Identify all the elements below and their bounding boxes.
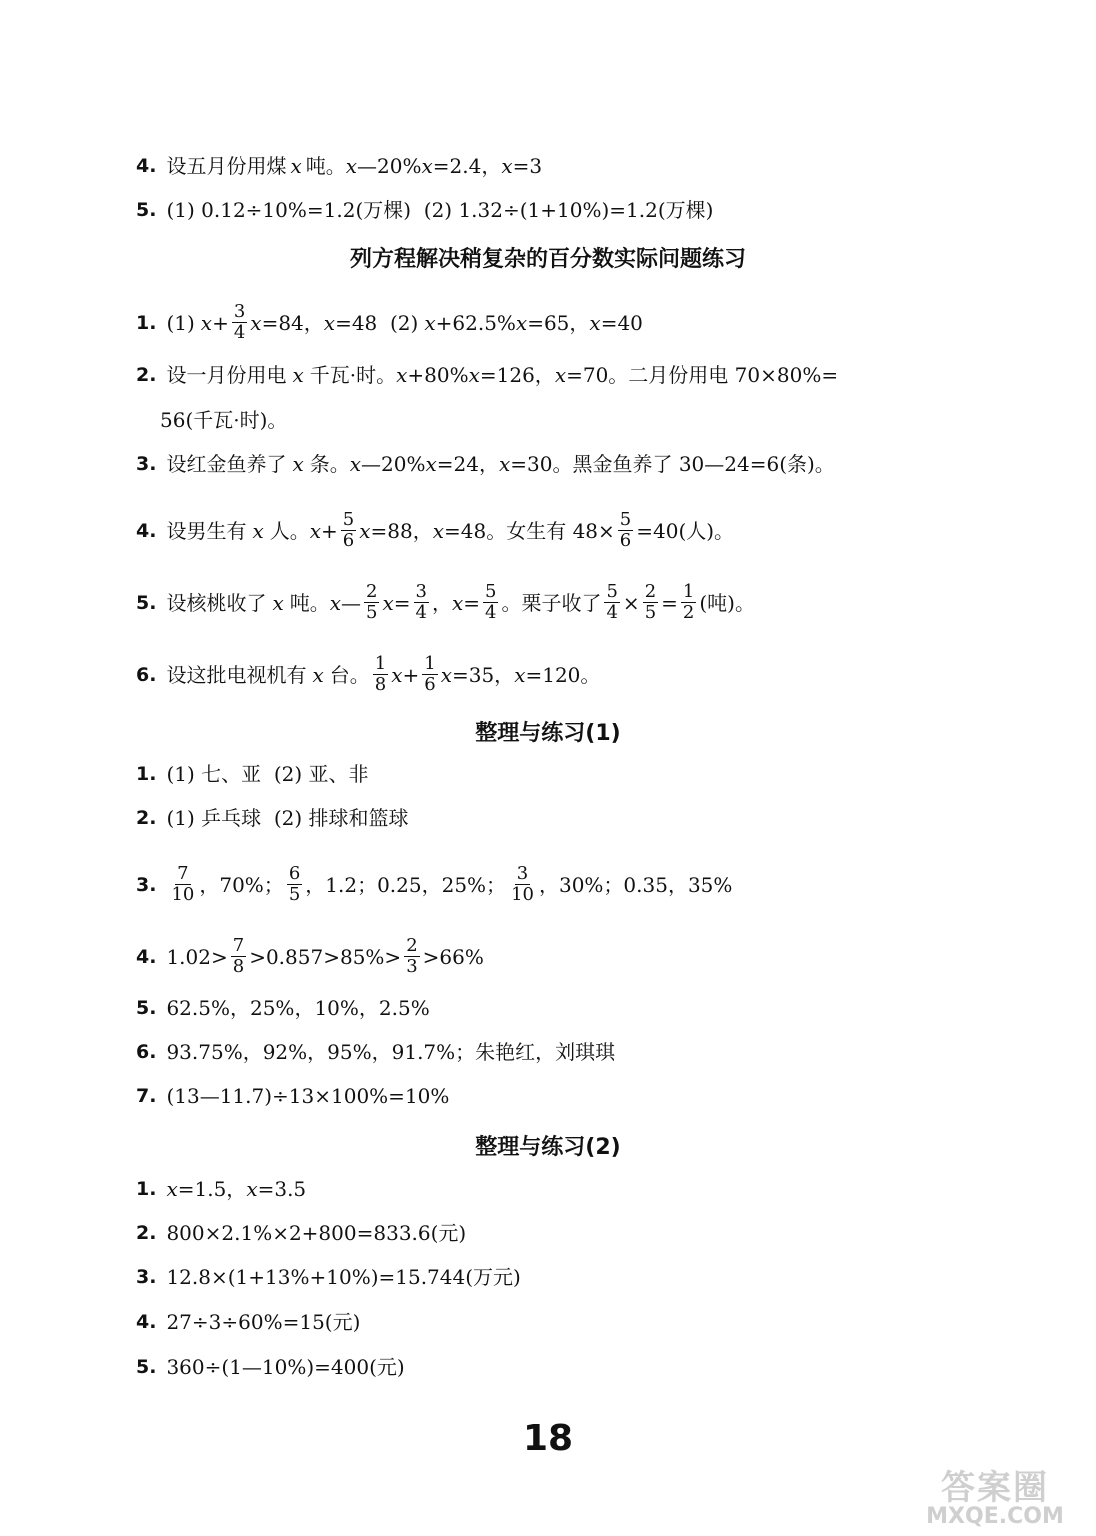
answer-item: 6. 设这批电视机有 x 台。 $\frac{1}{8}$ x + $\frac{1}{6}$ x =35， x =120。 <box>136 653 601 695</box>
answer-item: 4. 27÷3÷60%=15(元) <box>136 1310 361 1334</box>
answer-item: 3. 12.8×(1+13%+10%)=15.744(万元) <box>136 1265 521 1289</box>
fraction: $\frac{1}{2}$ <box>682 581 695 623</box>
watermark-logo <box>900 1470 1090 1530</box>
answer-item: 1. x =1.5， x =3.5 <box>136 1177 307 1201</box>
fraction: $\frac{1}{8}$ <box>374 653 387 695</box>
answer-item: 3. $\frac{7}{10}$ ，70%； $\frac{6}{5}$ ，1.2；0.25，25%； $\frac{3}{10}$ ，30%；0.35，35% <box>136 863 733 905</box>
section-title: 列方程解决稍复杂的百分数实际问题练习 <box>349 247 746 272</box>
fraction: $\frac{6}{5}$ <box>288 863 301 905</box>
answer-item: 6. 93.75%，92%，95%，91.7%；朱艳红，刘琪琪 <box>136 1040 616 1064</box>
answer-item: 3. 设红金鱼养了 x 条。 x —20% x =24， x =30。黑金鱼养了 30—24=6(条)。 <box>136 452 835 476</box>
fraction: $\frac{5}{4}$ <box>485 581 497 623</box>
answer-item-continued: 56(千瓦·时)。 <box>160 408 288 432</box>
fraction: $\frac{5}{6}$ <box>619 509 632 551</box>
fraction: $\frac{1}{6}$ <box>424 653 436 695</box>
fraction: $\frac{5}{6}$ <box>342 509 355 551</box>
answer-item: 1. (1) x + $\frac{3}{4}$ x =84， x =48 (2) x +62.5% x =65， x =40 <box>136 301 643 343</box>
answer-item: 5. 360÷(1—10%)=400(元) <box>136 1355 405 1379</box>
section-title: 整理与练习(2) <box>475 1135 621 1160</box>
answer-item: 1. (1) 七、亚 (2) 亚、非 <box>136 762 369 786</box>
fraction: $\frac{7}{8}$ <box>232 935 245 977</box>
page-number: 18 <box>522 1418 574 1459</box>
answer-item: 2. 800×2.1%×2+800=833.6(元) <box>136 1221 467 1245</box>
answer-item: 4. 设男生有 x 人。 x + $\frac{5}{6}$ x =88， x =48。女生有 48× $\frac{5}{6}$ =40(人)。 <box>136 509 735 551</box>
answer-item: 5. (1) 0.12÷10%=1.2(万棵) (2) 1.32÷(1+10%)=1.2(万棵) <box>136 198 714 222</box>
answer-item: 2. 设一月份用电 x 千瓦·时。 x +80% x =126， x =70。二月份用电 70×80%= <box>136 363 839 387</box>
fraction: $\frac{3}{10}$ <box>511 863 534 905</box>
section-title: 整理与练习(1) <box>475 721 621 746</box>
fraction: $\frac{2}{5}$ <box>644 581 657 623</box>
fraction: $\frac{5}{4}$ <box>606 581 618 623</box>
fraction: $\frac{7}{10}$ <box>171 863 195 905</box>
answer-item: 5. 62.5%，25%，10%，2.5% <box>136 996 430 1020</box>
fraction: $\frac{3}{4}$ <box>415 581 427 623</box>
fraction: $\frac{2}{5}$ <box>366 581 378 623</box>
fraction: $\frac{2}{3}$ <box>406 935 418 977</box>
fraction: $\frac{3}{4}$ <box>233 301 246 343</box>
answer-item: 5. 设核桃收了 x 吨。 x — $\frac{2}{5}$ x = $\frac{3}{4}$ ， x = $\frac{5}{4}$ 。栗子收了 $\frac{5}{4}$ × $\frac{2}{5}$ = $\frac{1}{2}$ (吨)。 <box>136 581 755 623</box>
answer-item: 2. (1) 乒乓球 (2) 排球和篮球 <box>136 806 409 830</box>
answer-item: 7. (13—11.7)÷13×100%=10% <box>136 1084 450 1108</box>
answer-item: 4. 设五月份用煤 x 吨。 x —20% x =2.4， x =3 <box>136 154 543 178</box>
watermark-url: MXQE.COM <box>926 1504 1064 1529</box>
watermark-text: 答案圈 <box>941 1468 1049 1508</box>
answer-item: 4. 1.02> $\frac{7}{8}$ >0.857>85%> $\frac{2}{3}$ >66% <box>136 935 484 977</box>
